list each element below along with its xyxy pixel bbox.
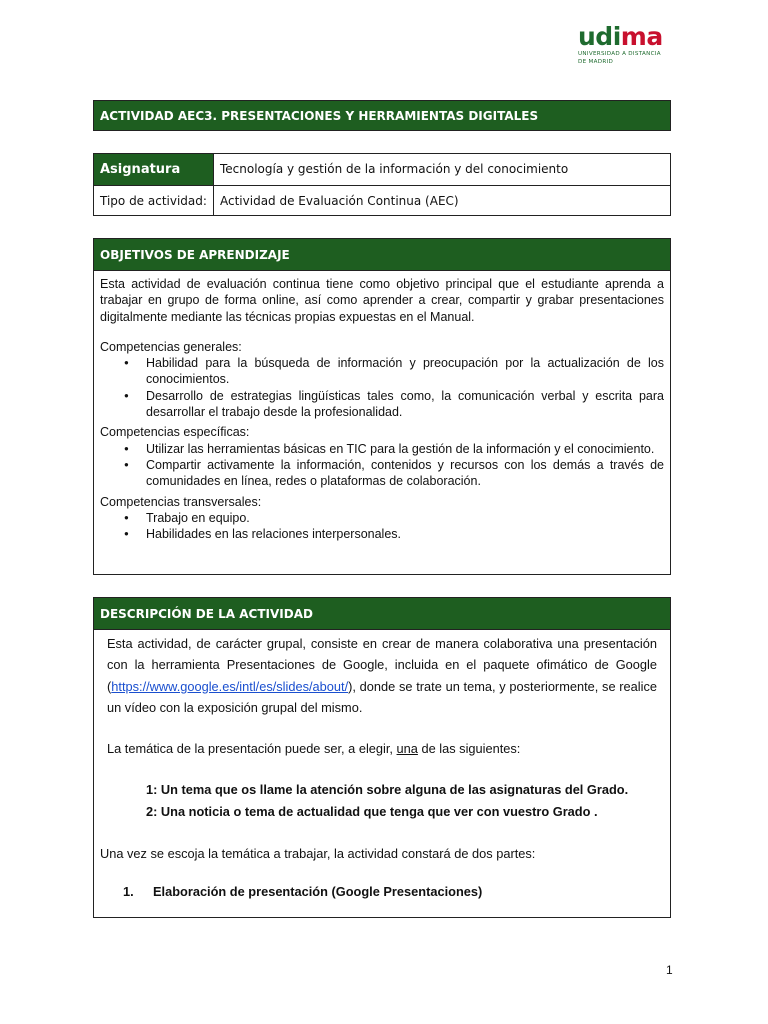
descripcion-paragraph: Esta actividad, de carácter grupal, consiste en crear de manera colaborativa una presentación con la herramienta Presentaciones de Google, incluida en el paquete ofimático de Google (https://www.google.es/intl/es/slides/about/), donde se trate un tema, y posteriormente, se realice un vídeo con la exposición grupal del mismo. [107, 636, 657, 715]
section-body [94, 271, 670, 542]
row-value: Actividad de Evaluación Continua (AEC) [220, 194, 459, 208]
list-item: ● Habilidades en las relaciones interpersonales. [146, 526, 664, 542]
descripcion-section [93, 597, 671, 918]
part-1-heading: 1. Elaboración de presentación (Google Presentaciones) [123, 883, 483, 899]
competencias-generales-list [100, 355, 664, 420]
competencias-transversales-title: Competencias transversales: [100, 494, 262, 509]
activity-title: ACTIVIDAD AEC3. PRESENTACIONES Y HERRAMIENTAS DIGITALES [94, 101, 670, 130]
objetivos-intro: Esta actividad de evaluación continua tiene como objetivo principal que el estudiante aprenda a trabajar en grupo de forma online, así como aprender a crear, compartir y grabar presentaciones digitalmente mediante las técnicas propias expuestas en el Manual. [100, 277, 664, 324]
google-slides-link[interactable]: https://www.google.es/intl/es/slides/about/ [111, 678, 349, 694]
row-value: Tecnología y gestión de la información y del conocimiento [220, 162, 569, 176]
section-body [94, 630, 670, 902]
competencias-especificas-title: Competencias específicas: [100, 425, 250, 440]
list-item: ● Desarrollo de estrategias lingüísticas tales como, la comunicación verbal y escrita para desarrollar el trabajo desde la profesionalidad. [146, 388, 664, 421]
list-item: ● Trabajo en equipo. [146, 510, 664, 526]
info-table [93, 153, 671, 216]
section-heading: OBJETIVOS DE APRENDIZAJE [94, 239, 670, 271]
competencias-generales-title: Competencias generales: [100, 339, 242, 354]
udima-logo [578, 24, 688, 66]
row-label: Asignatura [94, 154, 214, 185]
list-item: ● Utilizar las herramientas básicas en TIC para la gestión de la información y el conocimiento. [146, 441, 664, 457]
objetivos-section [93, 238, 671, 575]
section-heading: DESCRIPCIÓN DE LA ACTIVIDAD [94, 598, 670, 630]
option-2: 2: Una noticia o tema de actualidad que tenga que ver con vuestro Grado . [146, 804, 598, 820]
competencias-especificas-list [100, 441, 664, 490]
logo-wordmark: udima [578, 22, 663, 51]
list-item: ● Habilidad para la búsqueda de información y preocupación por la actualización de los conocimientos. [146, 355, 664, 388]
tematica-paragraph: La temática de la presentación puede ser, a elegir, una de las siguientes: [107, 741, 521, 757]
page-number: 1 [666, 963, 673, 977]
activity-title-box [93, 100, 671, 131]
list-item: ● Compartir activamente la información, contenidos y recursos con los demás a través de comunidades en línea, redes o plataformas de colaboración. [146, 457, 664, 490]
partes-paragraph: Una vez se escoja la temática a trabajar, la actividad constará de dos partes: [100, 846, 536, 862]
logo-subtitle-line1: UNIVERSIDAD A DISTANCIA [578, 51, 661, 57]
logo-subtitle-line2: DE MADRID [578, 59, 614, 65]
table-row [94, 154, 670, 185]
option-1: 1: Un tema que os llame la atención sobre alguna de las asignaturas del Grado. [146, 782, 629, 798]
competencias-transversales-list [100, 510, 664, 543]
row-label: Tipo de actividad: [94, 186, 214, 216]
table-row [94, 185, 670, 216]
